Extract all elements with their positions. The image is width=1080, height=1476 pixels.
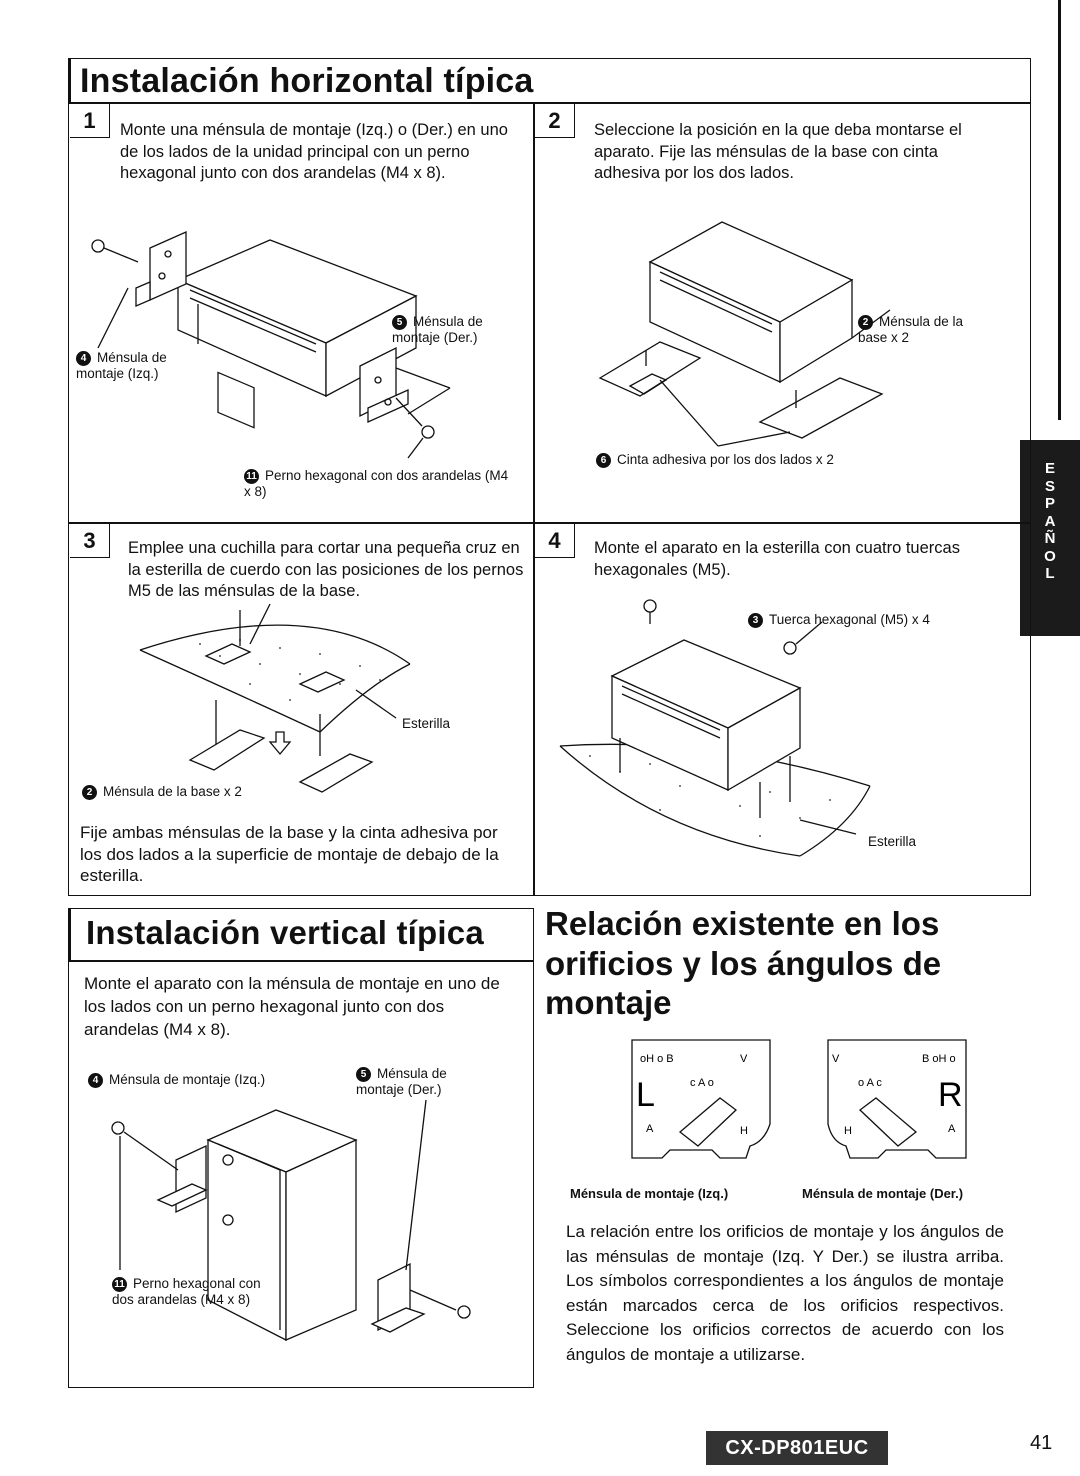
svg-text:A: A bbox=[948, 1123, 956, 1135]
label-vertical-left-bracket bbox=[88, 1072, 348, 1088]
label-text: Ménsula de montaje (Izq.) bbox=[76, 350, 167, 381]
step-number-2: 2 bbox=[535, 104, 575, 138]
step3-text: Emplee una cuchilla para cortar una pequeña cruz en la esterilla de cuerdo con las posiciones de los pernos M5 de las ménsulas de la base. bbox=[128, 539, 524, 600]
label-base-bracket bbox=[858, 314, 978, 345]
tab-letter: S bbox=[1044, 477, 1055, 495]
label-text: Ménsula de la base x 2 bbox=[858, 314, 964, 345]
bracket-diagram-left bbox=[620, 1034, 780, 1168]
model-badge: CX-DP801EUC bbox=[706, 1431, 888, 1465]
step-number-4: 4 bbox=[535, 524, 575, 558]
svg-text:V: V bbox=[832, 1053, 840, 1065]
caption-left-bracket: Ménsula de montaje (Izq.) bbox=[570, 1186, 729, 1201]
section-title-relation: Relación existente en los orificios y los ángulos de montaje bbox=[545, 905, 942, 1022]
step-number-1: 1 bbox=[70, 104, 110, 138]
step4-illustration bbox=[560, 596, 910, 876]
label-text: Ménsula de la base x 2 bbox=[103, 784, 242, 799]
caption-right-bracket: Ménsula de montaje (Der.) bbox=[802, 1186, 964, 1201]
label-text: Ménsula de montaje (Izq.) bbox=[109, 1072, 266, 1087]
label-bolt bbox=[244, 468, 514, 499]
part-number-icon: 3 bbox=[748, 613, 763, 628]
step4-text: Monte el aparato en la esterilla con cuatro tuercas hexagonales (M5). bbox=[594, 539, 960, 579]
step2-text: Seleccione la posición en la que deba montarse el aparato. Fije las ménsulas de la base con cinta adhesiva por los dos lados. bbox=[594, 121, 962, 182]
part-number-icon: 2 bbox=[82, 785, 97, 800]
part-number-icon: 11 bbox=[244, 469, 259, 484]
margin-rule bbox=[1058, 0, 1061, 420]
part-number-icon: 4 bbox=[76, 351, 91, 366]
part-number-icon: 5 bbox=[392, 315, 407, 330]
label-vertical-bolt bbox=[112, 1276, 282, 1307]
label-mat-step4: Esterilla bbox=[868, 834, 917, 849]
tab-letter: O bbox=[1044, 547, 1056, 565]
svg-text:V: V bbox=[740, 1053, 748, 1065]
label-left-bracket bbox=[76, 350, 186, 381]
svg-text:H: H bbox=[844, 1125, 852, 1137]
label-text: Ménsula de montaje (Der.) bbox=[392, 314, 483, 345]
part-number-icon: 5 bbox=[356, 1067, 371, 1082]
label-base-step3 bbox=[82, 784, 302, 800]
step3-illustration bbox=[140, 604, 480, 794]
part-number-icon: 2 bbox=[858, 315, 873, 330]
svg-text:c A o: c A o bbox=[690, 1077, 714, 1089]
tab-letter: P bbox=[1044, 495, 1055, 512]
label-nut bbox=[748, 612, 988, 628]
label-right-bracket bbox=[392, 314, 522, 345]
step3-note: Fije ambas ménsulas de la base y la cinta adhesiva por los dos lados a la superficie de montaje de debajo de la esterilla. bbox=[80, 823, 499, 885]
label-text: Perno hexagonal con dos arandelas (M4 x 8) bbox=[112, 1276, 261, 1307]
step1-text: Monte una ménsula de montaje (Izq.) o (Der.) en uno de los lados de la unidad principal con un perno hexagonal junto con dos arandelas (M4 x 8). bbox=[120, 121, 508, 182]
label-mat-step3: Esterilla bbox=[402, 716, 451, 731]
svg-text:L: L bbox=[636, 1076, 655, 1114]
tab-letter: Ñ bbox=[1044, 530, 1056, 547]
title-box-horizontal bbox=[68, 58, 71, 102]
svg-text:o A c: o A c bbox=[858, 1077, 882, 1089]
svg-text:oH o B: oH o B bbox=[640, 1053, 674, 1065]
tab-letter: A bbox=[1044, 512, 1056, 530]
vertical-illustration bbox=[96, 1100, 496, 1360]
label-tape bbox=[596, 452, 916, 468]
page-number: 41 bbox=[1030, 1432, 1053, 1454]
label-text: Cinta adhesiva por los dos lados x 2 bbox=[617, 452, 834, 467]
part-number-icon: 4 bbox=[88, 1073, 103, 1088]
title-underline bbox=[68, 960, 534, 962]
title-box-vertical bbox=[68, 908, 71, 960]
svg-text:B oH o: B oH o bbox=[922, 1053, 956, 1065]
svg-text:R: R bbox=[938, 1076, 963, 1114]
bracket-diagram-right bbox=[818, 1034, 978, 1168]
label-vertical-right-bracket bbox=[356, 1066, 486, 1097]
relation-text: La relación entre los orificios de montaje y los ángulos de las ménsulas de montaje (Izq. Y Der.) se ilustra arriba. Los símbolos correspondientes a los ángulos de montaje están marcados cerca de los orificios respectivos. Seleccione los orificios correctos de acuerdo con los ángulos de montaje a utilizarse. bbox=[566, 1222, 1004, 1364]
svg-text:A: A bbox=[646, 1123, 654, 1135]
vertical-text: Monte el aparato con la ménsula de montaje en uno de los lados con un perno hexagonal junto con dos arandelas (M4 x 8). bbox=[84, 974, 500, 1039]
label-text: Tuerca hexagonal (M5) x 4 bbox=[769, 612, 930, 627]
label-text: Perno hexagonal con dos arandelas (M4 x 8) bbox=[244, 468, 509, 499]
tab-letter: L bbox=[1045, 565, 1055, 582]
part-number-icon: 11 bbox=[112, 1277, 127, 1292]
section-title-horizontal: Instalación horizontal típica bbox=[80, 62, 534, 100]
tab-letter: E bbox=[1044, 460, 1055, 477]
part-number-icon: 6 bbox=[596, 453, 611, 468]
section-title-vertical: Instalación vertical típica bbox=[86, 914, 484, 951]
svg-text:H: H bbox=[740, 1125, 748, 1137]
label-text: Ménsula de montaje (Der.) bbox=[356, 1066, 447, 1097]
step-number-3: 3 bbox=[70, 524, 110, 558]
